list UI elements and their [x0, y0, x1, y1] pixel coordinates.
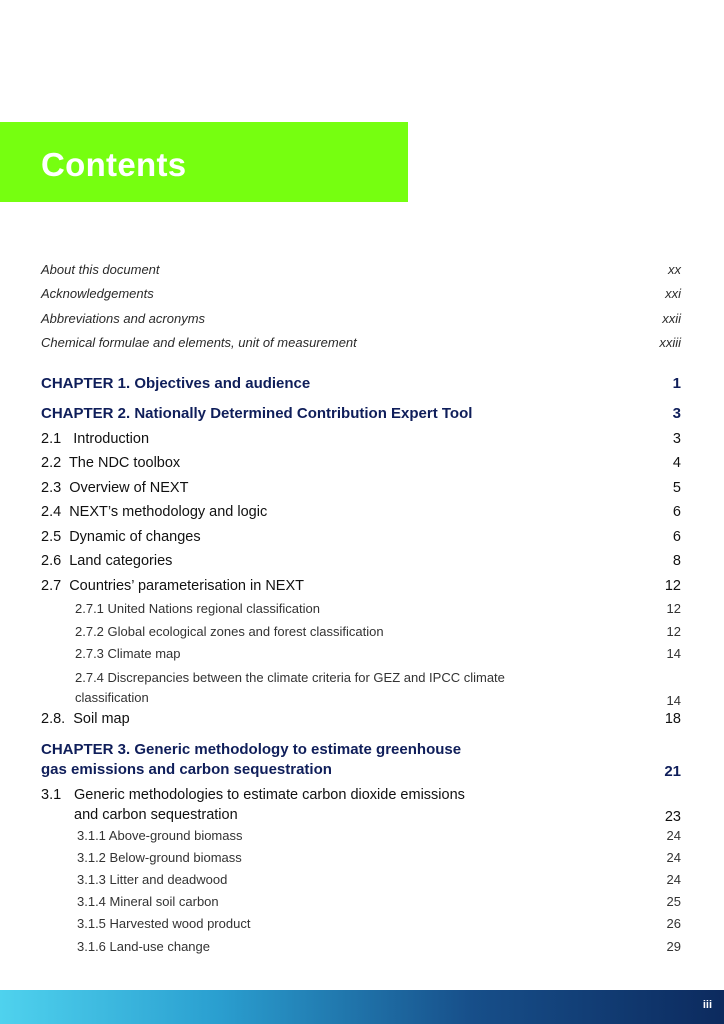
toc-subsection[interactable] [77, 828, 681, 843]
toc-entry-label: Acknowledgements [41, 286, 154, 301]
toc-subsection[interactable] [77, 894, 681, 909]
section-page: 4 [672, 455, 681, 471]
subsection-label: 2.7.3 Climate map [75, 646, 181, 661]
subsection-label: 2.7.2 Global ecological zones and forest classification [75, 624, 384, 639]
section-label [41, 785, 465, 825]
toc-entry-chemical-formulae[interactable] [41, 335, 681, 350]
toc-section[interactable] [41, 553, 681, 569]
toc-chapter-2[interactable] [41, 405, 681, 422]
toc-entry-abbreviations[interactable] [41, 311, 681, 326]
toc-subsection[interactable] [77, 939, 681, 954]
section-page: 23 [664, 809, 681, 825]
subsection-page: 12 [666, 624, 681, 639]
toc-section[interactable] [41, 431, 681, 447]
subsection-label: 3.1.4 Mineral soil carbon [77, 894, 219, 909]
subsection-label [75, 668, 505, 708]
section-label: 2.1 Introduction [41, 431, 150, 447]
section-label: 2.5 Dynamic of changes [41, 529, 201, 545]
subsection-page: 14 [666, 693, 681, 708]
toc-section[interactable] [41, 529, 681, 545]
section-label: 2.8. Soil map [41, 711, 130, 727]
section-page: 18 [664, 711, 681, 727]
section-page: 8 [672, 553, 681, 569]
toc-subsection[interactable] [75, 646, 681, 661]
subsection-label: 3.1.1 Above-ground biomass [77, 828, 243, 843]
toc-subsection[interactable] [75, 624, 681, 639]
footer-bar [0, 990, 724, 1024]
toc-section[interactable] [41, 455, 681, 471]
section-label-line1: Generic methodologies to estimate carbon dioxide emissions [74, 787, 465, 803]
subsection-page: 29 [666, 939, 681, 954]
toc-section[interactable] [41, 711, 681, 727]
section-label: 2.7 Countries’ parameterisation in NEXT [41, 578, 304, 594]
section-page: 6 [672, 529, 681, 545]
subsection-label-line1: 2.7.4 Discrepancies between the climate criteria for GEZ and IPCC climate [75, 670, 505, 685]
chapter-page: 1 [672, 375, 681, 392]
footer-page-number: iii [702, 999, 712, 1011]
subsection-page: 14 [666, 646, 681, 661]
subsection-label: 3.1.3 Litter and deadwood [77, 872, 228, 887]
subsection-label: 3.1.6 Land-use change [77, 939, 210, 954]
toc-section[interactable] [41, 785, 681, 825]
toc-section[interactable] [41, 480, 681, 496]
subsection-page: 26 [666, 916, 681, 931]
toc-entry-label: Abbreviations and acronyms [41, 311, 206, 326]
section-number: 3.1 [41, 787, 62, 803]
toc-subsection[interactable] [77, 916, 681, 931]
toc-chapter-1[interactable] [41, 375, 681, 392]
subsection-label: 3.1.5 Harvested wood product [77, 916, 251, 931]
subsection-label: 3.1.2 Below-ground biomass [77, 850, 242, 865]
subsection-page: 12 [666, 601, 681, 616]
toc-entry-page: xx [668, 262, 681, 277]
toc-chapter-3[interactable] [41, 740, 681, 780]
toc-subsection[interactable] [77, 872, 681, 887]
subsection-page: 24 [666, 872, 681, 887]
toc-subsection[interactable] [75, 601, 681, 616]
toc-entry-label: Chemical formulae and elements, unit of measurement [41, 335, 357, 350]
toc-entry-acknowledgements[interactable] [41, 286, 681, 301]
toc-section[interactable] [41, 578, 681, 594]
chapter-page: 21 [664, 763, 681, 780]
toc-entry-about[interactable] [41, 262, 681, 277]
chapter-label: CHAPTER 1. Objectives and audience [41, 375, 311, 392]
chapter-label: CHAPTER 2. Nationally Determined Contribution Expert Tool [41, 405, 473, 422]
section-page: 6 [672, 504, 681, 520]
section-label-line2: and carbon sequestration [74, 807, 238, 823]
section-page: 5 [672, 480, 681, 496]
title-banner [0, 122, 408, 202]
page-title: Contents [41, 146, 187, 183]
section-page: 12 [664, 578, 681, 594]
section-label: 2.2 The NDC toolbox [41, 455, 181, 471]
section-label: 2.3 Overview of NEXT [41, 480, 189, 496]
section-page: 3 [672, 431, 681, 447]
chapter-label-line2: gas emissions and carbon sequestration [41, 761, 332, 778]
chapter-page: 3 [672, 405, 681, 422]
section-label: 2.6 Land categories [41, 553, 173, 569]
subsection-page: 24 [666, 828, 681, 843]
subsection-page: 25 [666, 894, 681, 909]
toc-subsection[interactable] [75, 668, 681, 708]
subsection-label-line2: classification [75, 690, 149, 705]
subsection-label: 2.7.1 United Nations regional classification [75, 601, 320, 616]
toc-entry-page: xxii [662, 311, 681, 326]
toc-entry-label: About this document [41, 262, 160, 277]
toc-entry-page: xxi [665, 286, 681, 301]
chapter-label-line1: CHAPTER 3. Generic methodology to estimate greenhouse [41, 741, 462, 758]
chapter-label [41, 740, 461, 780]
subsection-page: 24 [666, 850, 681, 865]
toc-entry-page: xxiii [659, 335, 681, 350]
section-label: 2.4 NEXT’s methodology and logic [41, 504, 268, 520]
toc-subsection[interactable] [77, 850, 681, 865]
toc-section[interactable] [41, 504, 681, 520]
